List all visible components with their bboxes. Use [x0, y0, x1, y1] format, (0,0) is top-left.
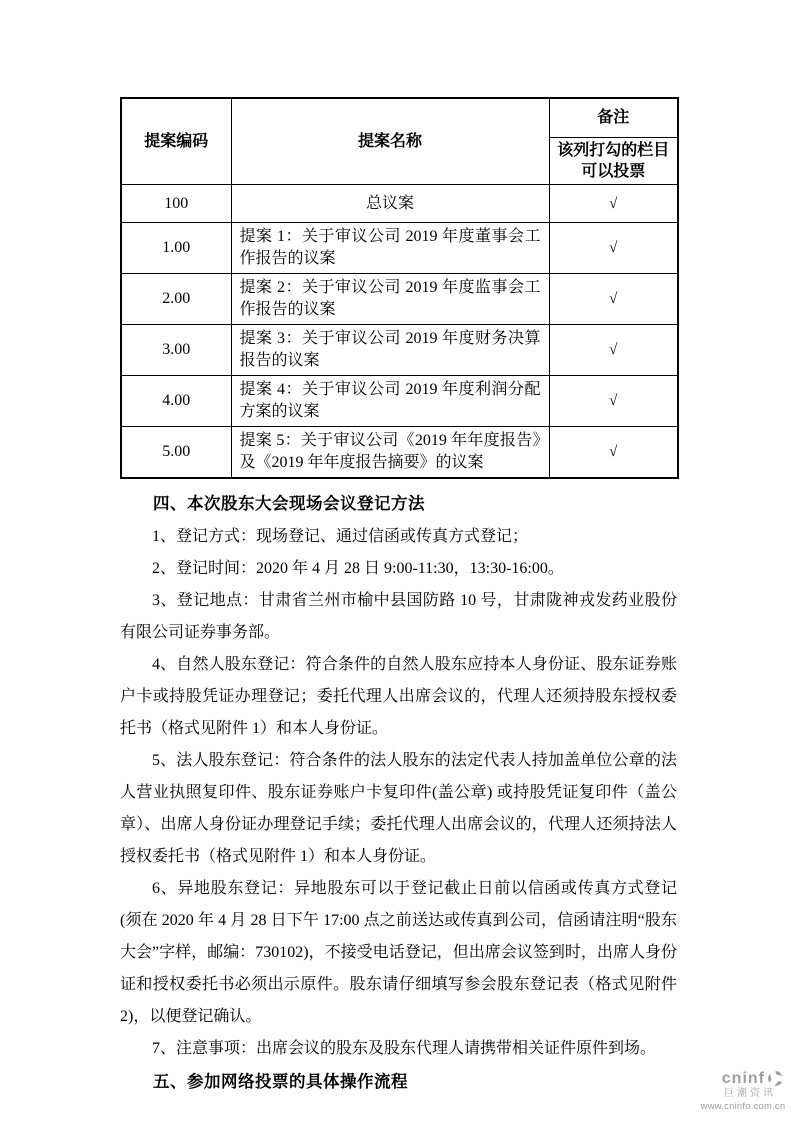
- cninfo-caption: 巨潮资讯: [724, 1088, 776, 1099]
- proposal-table: [120, 97, 679, 479]
- proposal-code: 1.00: [121, 223, 231, 274]
- proposal-code: 5.00: [121, 427, 231, 479]
- table-row: [121, 223, 678, 274]
- table-row: [121, 325, 678, 376]
- paragraph-registration-method: 1、登记方式：现场登记、通过信函或传真方式登记；: [152, 528, 529, 545]
- vote-checkmark: √: [549, 325, 678, 376]
- section-heading-4: 四、本次股东大会现场会议登记方法: [153, 495, 425, 513]
- col-header-proposal-code: 提案编码: [121, 98, 231, 185]
- paragraph-notes: 7、注意事项：出席会议的股东及股东代理人请携带相关证件原件到场。: [152, 1040, 657, 1057]
- page-content: [120, 97, 677, 1099]
- table-row: [121, 274, 678, 325]
- proposal-name: 提案 2：关于审议公司 2019 年度监事会工作报告的议案: [231, 274, 549, 325]
- vote-checkmark: √: [549, 185, 678, 223]
- proposal-code: 2.00: [121, 274, 231, 325]
- section-heading-5: 五、参加网络投票的具体操作流程: [153, 1073, 408, 1091]
- registration-section: [120, 487, 677, 1099]
- proposal-name: 提案 5：关于审议公司《2019 年年度报告》及《2019 年年度报告摘要》的议案: [231, 427, 549, 479]
- cninfo-watermark: [700, 1070, 786, 1112]
- table-row: [121, 376, 678, 427]
- cninfo-swirl-icon: [767, 1070, 784, 1087]
- cninfo-brand-text: cninf: [721, 1069, 765, 1087]
- proposal-code: 4.00: [121, 376, 231, 427]
- col-header-remark-subnote: 该列打勾的栏目可以投票: [549, 138, 678, 185]
- paragraph-corporate-shareholder: 5、法人股东登记：符合条件的法人股东的法定代表人持加盖单位公章的法人营业执照复印件、股东证券账户卡复印件(盖公章) 或持股凭证复印件（盖公章）、出席人身份证办理登记手续；委托代理人出席会议的，代理人还须持法人授权委托书（格式见附件 1）和本人身份证。: [120, 752, 677, 865]
- vote-checkmark: √: [549, 427, 678, 479]
- proposal-code: 100: [121, 185, 231, 223]
- proposal-name: 提案 1：关于审议公司 2019 年度董事会工作报告的议案: [231, 223, 549, 274]
- vote-checkmark: √: [549, 274, 678, 325]
- table-row: [121, 427, 678, 479]
- col-header-proposal-name: 提案名称: [231, 98, 549, 185]
- paragraph-registration-place: 3、登记地点：甘肃省兰州市榆中县国防路 10 号，甘肃陇神戎发药业股份有限公司证券事务部。: [120, 592, 677, 641]
- vote-checkmark: √: [549, 223, 678, 274]
- proposal-table-header: [121, 98, 678, 185]
- paragraph-registration-time: 2、登记时间：2020 年 4 月 28 日 9:00-11:30，13:30-16:00。: [152, 560, 564, 577]
- proposal-name: 提案 4：关于审议公司 2019 年度利润分配方案的议案: [231, 376, 549, 427]
- col-header-remark: 备注: [549, 98, 678, 138]
- cninfo-url: www.cninfo.com.cn: [700, 1101, 786, 1112]
- table-row: [121, 185, 678, 223]
- proposal-name: 提案 3：关于审议公司 2019 年度财务决算报告的议案: [231, 325, 549, 376]
- cninfo-brand-row: [700, 1070, 786, 1087]
- proposal-name: 总议案: [231, 185, 549, 223]
- paragraph-individual-shareholder: 4、自然人股东登记：符合条件的自然人股东应持本人身份证、股东证券账户卡或持股凭证办理登记；委托代理人出席会议的，代理人还须持股东授权委托书（格式见附件 1）和本人身份证。: [120, 656, 677, 737]
- paragraph-remote-shareholder: 6、异地股东登记：异地股东可以于登记截止日前以信函或传真方式登记(须在 2020 年 4 月 28 日下午 17:00 点之前送达或传真到公司，信函请注明“股东大会”字样，邮编：730102)，不接受电话登记，但出席会议签到时，出席人身份证和授权委托书必须出示原件。股东请仔细填写参会股东登记表（格式见附件 2)，以便登记确认。: [120, 880, 677, 1025]
- proposal-code: 3.00: [121, 325, 231, 376]
- vote-checkmark: √: [549, 376, 678, 427]
